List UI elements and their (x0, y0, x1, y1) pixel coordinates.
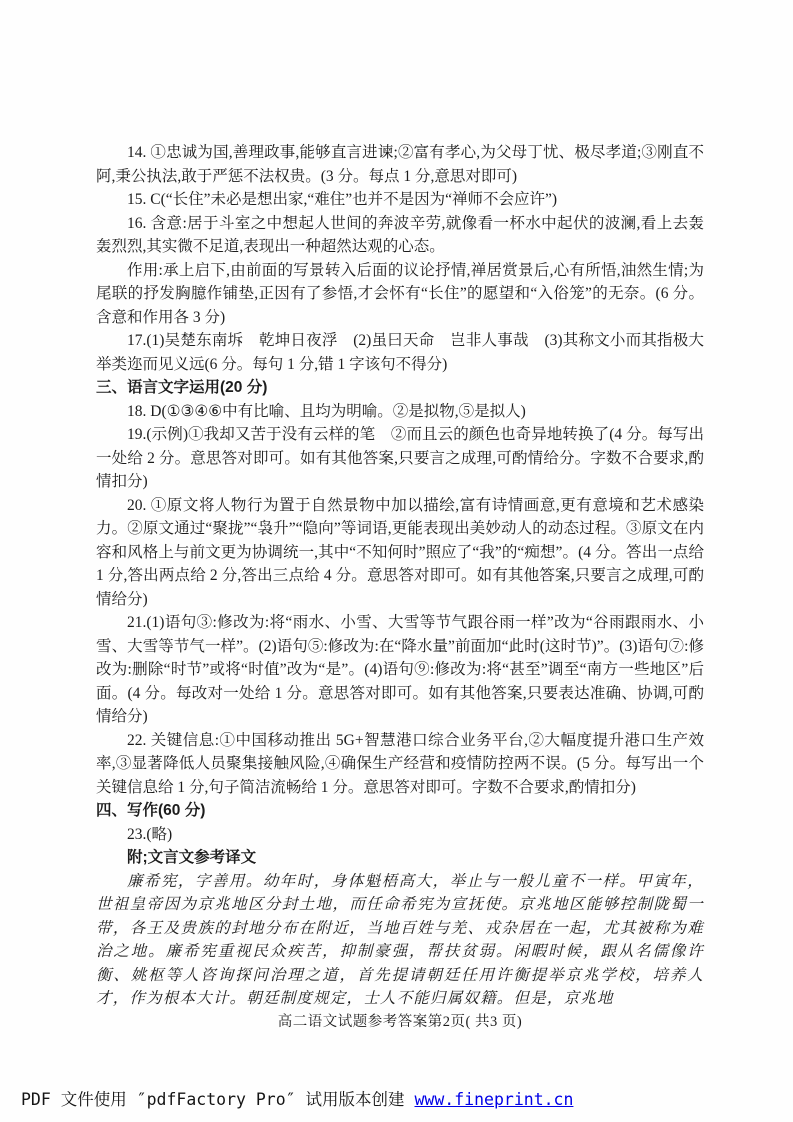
answer-q14: 14. ①忠诚为国,善理政事,能够直言进谏;②富有孝心,为父母丁忧、极尽孝道;③刚直不阿,秉公执法,敢于严惩不法权贵。(3 分。每点 1 分,意思对即可) (96, 144, 704, 185)
answer-q16-function: 作用:承上启下,由前面的写景转入后面的议论抒情,禅居赏景后,心有所悟,油然生情;为尾联的抒发胸臆作铺垫,正因有了参悟,才会怀有“长住”的愿望和“入俗笼”的无奈。(6 分。含意和作用各 3 分) (96, 261, 704, 326)
appendix-heading: 附;文言文参考译文 (127, 849, 257, 866)
answer-q17: 17.(1)吴楚东南坼 乾坤日夜浮 (2)虽曰天命 岂非人事哉 (3)其称文小而其指极大 举类迩而见义远(6 分。每句 1 分,错 1 字该句不得分) (96, 332, 720, 373)
pdf-watermark-text: PDF 文件使用 ″pdfFactory Pro″ 试用版本创建 (21, 1090, 415, 1109)
answer-q19: 19.(示例)①我却又苦于没有云样的笔 ②而且云的颜色也奇异地转换了(4 分。每写出一处给 2 分。意思答对即可。如有其他答案,只要言之成理,可酌情给分。字数不合要求,酌情扣分) (96, 426, 704, 490)
fineprint-link[interactable]: www.fineprint.cn (414, 1090, 574, 1109)
pdf-watermark (21, 1086, 573, 1110)
answer-q22: 22. 关键信息:①中国移动推出 5G+智慧港口综合业务平台,②大幅度提升港口生产效率,③显著降低人员聚集接触风险,④确保生产经营和疫情防控两不误。(5 分。每写出一个关键信息给 1 分,句子简洁流畅给 1 分。意思答对即可。字数不合要求,酌情扣分) (96, 731, 704, 796)
answer-q23: 23.(略) (127, 825, 173, 843)
section-heading-writing: 四、写作(60 分) (96, 802, 206, 819)
answer-content (96, 141, 720, 1034)
classical-translation-paragraph: 廉希宪，字善用。幼年时，身体魁梧高大，举止与一般儿童不一样。甲寅年，世祖皇帝因为京兆地区分封土地，而任命希宪为宣抚使。京兆地区能够控制陇蜀一带，各王及贵族的封地分布在附近，当地百姓与羌、戎杂居在一起，尤其被称为难治之地。廉希宪重视民众疾苦，抑制豪强，帮扶贫弱。闲暇时候，跟从名儒像许衡、姚枢等人咨询探问治理之道，首先提请朝廷任用许衡提举京兆学校，培养人才，作为根本大计。朝廷制度规定，士人不能归属奴籍。但是，京兆地 (96, 872, 704, 1007)
answer-q21: 21.(1)语句③:修改为:将“雨水、小雪、大雪等节气跟谷雨一样”改为“谷雨跟雨水、小雪、大雪等节气一样”。(2)语句⑤:修改为:在“降水量”前面加“此时(这时节)”。(3)语句⑦:修改为:删除“时节”或将“时值”改为“是”。(4)语句⑨:修改为:将“甚至”调至“南方一些地区”后面。(4 分。每改对一处给 1 分。意思答对即可。如有其他答案,只要表达准确、协调,可酌情给分) (96, 614, 704, 725)
answer-q20: 20. ①原文将人物行为置于自然景物中加以描绘,富有诗情画意,更有意境和艺术感染力。②原文通过“聚拢”“袅升”“隐向”等词语,更能表现出美妙动人的动态过程。③原文在内容和风格上与前文更为协调统一,其中“不知何时”照应了“我”的“痴想”。(4 分。答出一点给 1 分,答出两点给 2 分,答出三点给 4 分。意思答对即可。如有其他答案,只要言之成理,可酌情给分) (96, 496, 704, 608)
answer-q16-meaning: 16. 含意:居于斗室之中想起人世间的奔波辛劳,就像看一杯水中起伏的波澜,看上去轰轰烈烈,其实微不足道,表现出一种超然达观的心态。 (96, 214, 704, 255)
answer-q18: 18. D(①③④⑥中有比喻、且均为明喻。②是拟物,⑤是拟人) (127, 402, 526, 420)
page-number-footer: 高二语文试题参考答案第2页( 共3 页) (277, 1013, 523, 1030)
answer-q15: 15. C(“长住”未必是想出家,“难住”也并不是因为“禅师不会应许”) (127, 191, 558, 208)
section-heading-language-use: 三、语言文字运用(20 分) (96, 379, 268, 396)
